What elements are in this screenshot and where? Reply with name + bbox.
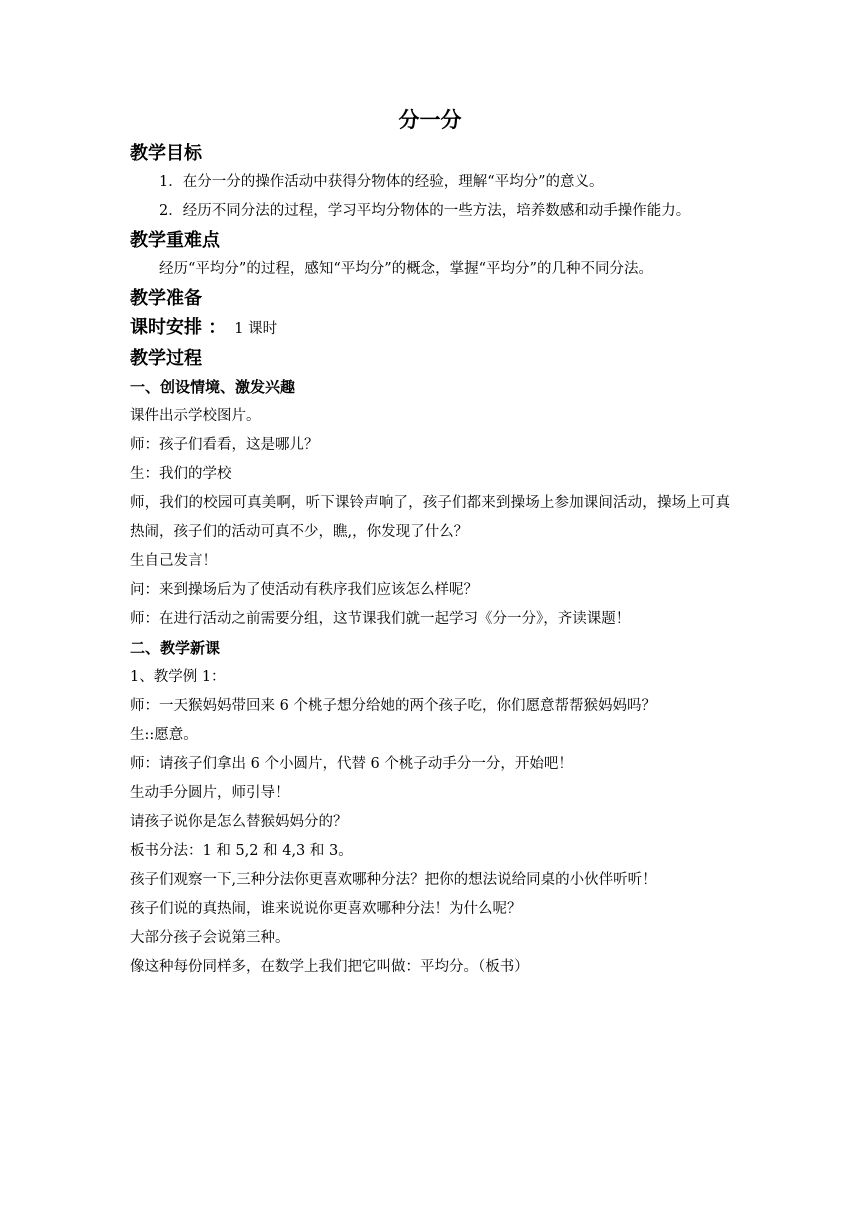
part1-line: 师：在进行活动之前需要分组，这节课我们就一起学习《分一分》，齐读课题！ bbox=[130, 611, 631, 627]
document-page bbox=[130, 102, 730, 982]
schedule-value: 1 课时 bbox=[234, 321, 278, 337]
goal-item-2: 2．经历不同分法的过程，学习平均分物体的一些方法，培养数感和动手操作能力。 bbox=[159, 203, 691, 219]
goal-item-1: 1．在分一分的操作活动中获得分物体的经验，理解“平均分”的意义。 bbox=[159, 174, 604, 190]
part1-line: 师：孩子们看看，这是哪儿？ bbox=[130, 437, 319, 453]
part2-heading: 二、教学新课 bbox=[130, 639, 221, 657]
goals-heading: 教学目标 bbox=[130, 143, 202, 164]
schedule-heading: 课时安排 ： bbox=[130, 317, 227, 338]
part2-line: 师：请孩子们拿出 6 个小圆片，代替 6 个桃子动手分一分，开始吧！ bbox=[130, 756, 573, 772]
process-heading: 教学过程 bbox=[130, 348, 202, 369]
part2-line: 像这种每份同样多，在数学上我们把它叫做：平均分。（板书） bbox=[130, 959, 529, 975]
part2-line: 师：一天猴妈妈带回来 6 个桃子想分给她的两个孩子吃，你们愿意帮帮猴妈妈吗？ bbox=[130, 698, 656, 714]
key-points-text: 经历“平均分”的过程，感知“平均分”的概念，掌握“平均分”的几种不同分法。 bbox=[159, 261, 653, 277]
part1-line: 问：来到操场后为了使活动有秩序我们应该怎么样呢？ bbox=[130, 582, 478, 598]
part2-line: 生动手分圆片，师引导！ bbox=[130, 785, 290, 801]
part2-line: 大部分孩子会说第三种。 bbox=[130, 930, 290, 946]
part1-line: 师，我们的校园可真美啊，听下课铃声响了，孩子们都来到操场上参加课间活动，操场上可真热闹，孩子们的活动可真不少，瞧,，你发现了什么？ bbox=[130, 495, 730, 540]
key-points-heading: 教学重难点 bbox=[130, 230, 220, 251]
part2-line: 请孩子说你是怎么替猴妈妈分的？ bbox=[130, 814, 348, 830]
part2-line: 1、教学例 1： bbox=[130, 669, 226, 685]
part1-heading: 一、创设情境、激发兴趣 bbox=[130, 378, 296, 396]
part1-line: 生：我们的学校 bbox=[130, 466, 232, 482]
schedule-line bbox=[130, 313, 730, 344]
part1-line: 课件出示学校图片。 bbox=[130, 408, 261, 424]
part1-line: 生自己发言！ bbox=[130, 553, 217, 569]
part2-line: 孩子们说的真热闹，谁来说说你更喜欢哪种分法！为什么呢？ bbox=[130, 901, 522, 917]
part2-line: 生::愿意。 bbox=[130, 727, 198, 743]
document-title: 分一分 bbox=[398, 108, 462, 132]
part2-line: 板书分法：1 和 5,2 和 4,3 和 3。 bbox=[130, 843, 353, 859]
part2-line: 孩子们观察一下,三种分法你更喜欢哪种分法？把你的想法说给同桌的小伙伴听听！ bbox=[130, 872, 657, 888]
preparation-heading: 教学准备 bbox=[130, 288, 202, 309]
